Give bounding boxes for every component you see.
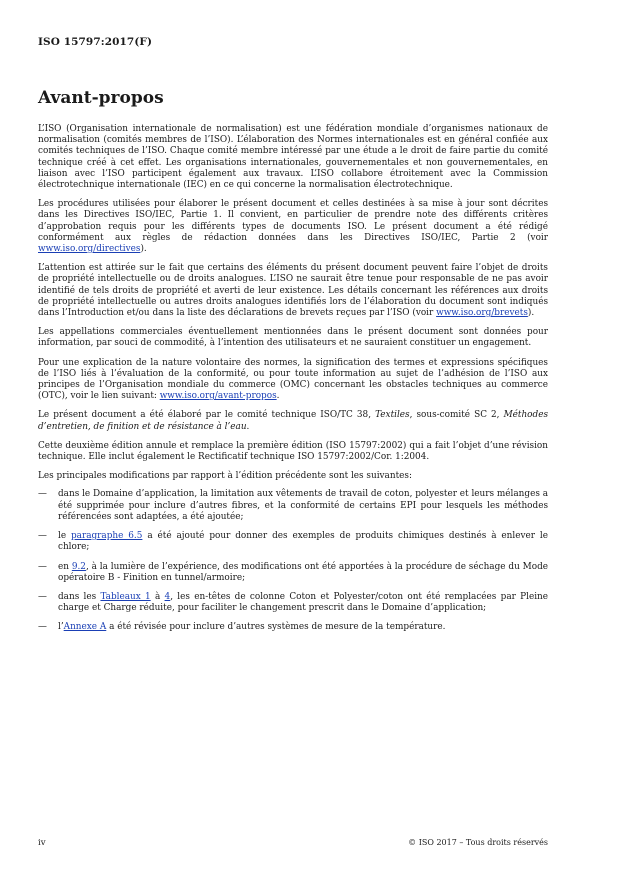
paragraph-patents bbox=[38, 263, 548, 319]
list-item-mid: à bbox=[150, 591, 165, 602]
paragraph-voluntary-text: Pour une explication de la nature volontaire des normes, la signification des termes et expressions spécifiques de l’ISO liés à l’évaluation de la conformité, ou pour toute information au sujet de l’adhésion de l’ISO aux principes de l’Organisation mondiale du commerce (OMC) concernant les obstacles techniques au commerce (OTC), voir le lien suivant: bbox=[38, 357, 548, 402]
copyright-notice: © ISO 2017 – Tous droits réservés bbox=[408, 838, 548, 847]
paragraph-iso-intro: L’ISO (Organisation internationale de normalisation) est une fédération mondiale d’organismes nationaux de normalisation (comités membres de l’ISO). L’élaboration des Normes internationales est en général confiée aux comités techniques de l’ISO. Chaque comité membre intéressé par une étude a le droit de faire partie du comité technique créé à cet effet. Les organisations internationales, gouvernementales et non gouvernementales, en liaison avec l’ISO participent également aux travaux. L’ISO collabore étroitement avec la Commission électrotechnique internationale (IEC) en ce qui concerne la normalisation électrotechnique. bbox=[38, 124, 548, 191]
paragraph-changes-intro: Les principales modifications par rapport à l’édition précédente sont les suivantes: bbox=[38, 471, 412, 482]
changes-list bbox=[38, 489, 548, 633]
paragraph-procedures-text: Les procédures utilisées pour élaborer le présent document et celles destinées à sa mise à jour sont décrites dans les Directives ISO/IEC, Partie 1. Il convient, en particulier de prendre note des différents critères d’approbation requis pour les différents types de documents ISO. Le présent document a été rédigé conformément aux règles de rédaction données dans les Directives ISO/IEC, Partie 2 (voir bbox=[38, 199, 548, 243]
paragraph-committee-end: . bbox=[246, 421, 250, 432]
list-item-pre: en bbox=[58, 561, 72, 572]
link-directives[interactable]: www.iso.org/directives bbox=[38, 244, 141, 255]
list-item bbox=[38, 531, 548, 553]
dash-bullet: — bbox=[38, 561, 47, 572]
list-item bbox=[38, 592, 548, 614]
list-item-pre: l’ bbox=[58, 622, 64, 633]
link-annexe-a[interactable]: Annexe A bbox=[63, 622, 107, 633]
paragraph-trade-names: Les appellations commerciales éventuellement mentionnées dans le présent document sont données pour information, par souci de commodité, à l’intention des utilisateurs et ne sauraient constituer un engagement. bbox=[38, 327, 548, 349]
paragraph-edition: Cette deuxième édition annule et remplace la première édition (ISO 15797:2002) qui a fait l’objet d’une révision technique. Elle inclut également le Rectificatif technique ISO 15797:2002/Cor. 1:2004. bbox=[38, 440, 548, 463]
list-item bbox=[38, 489, 548, 523]
list-item bbox=[38, 562, 548, 584]
document-code: ISO 15797:2017(F) bbox=[38, 36, 153, 48]
document-body bbox=[38, 124, 548, 642]
dash-bullet: — bbox=[38, 489, 47, 500]
link-9-2[interactable]: 9.2 bbox=[71, 561, 86, 572]
list-item-pre: dans les bbox=[58, 591, 101, 602]
list-item-post: a été révisée pour inclure d’autres systèmes de mesure de la température. bbox=[106, 622, 446, 633]
paragraph-committee-text2: , sous-comité SC 2, bbox=[409, 410, 504, 421]
paragraph-procedures bbox=[38, 199, 548, 255]
list-item bbox=[38, 622, 548, 633]
subcommittee-name: Méthodes d’entretien, de finition et de résistance à l’eau bbox=[38, 410, 549, 432]
link-tableau-4[interactable]: 4 bbox=[164, 591, 171, 602]
link-brevets[interactable]: www.iso.org/brevets bbox=[436, 308, 528, 319]
committee-name: Textiles bbox=[375, 410, 410, 421]
paragraph-committee bbox=[38, 410, 548, 432]
list-item-text: dans le Domaine d’application, la limitation aux vêtements de travail de coton, polyester et leurs mélanges a été supprimée pour inclure d’autres fibres, et la conformité de certains EPI pour lesquels les méthodes référencées sont adaptées, a été ajoutée; bbox=[58, 489, 548, 522]
list-item-pre: le bbox=[58, 531, 71, 542]
list-item-post: , les en-têtes de colonne Coton et Polyester/coton ont été remplacées par Pleine charge et Charge réduite, pour faciliter le changement prescrit dans le Domaine d’application; bbox=[58, 591, 548, 614]
dash-bullet: — bbox=[38, 531, 47, 542]
list-item-post: , à la lumière de l’expérience, des modifications ont été apportées à la procédure de séchage du Mode opératoire B - Finition en tunnel/armoire; bbox=[58, 561, 549, 583]
link-paragraphe-6-5[interactable]: paragraphe 6.5 bbox=[71, 531, 143, 542]
link-avant-propos[interactable]: www.iso.org/avant-propos bbox=[159, 391, 277, 402]
paragraph-committee-text1: Le présent document a été élaboré par le comité technique ISO/TC 38, bbox=[38, 410, 376, 421]
link-tableaux-1[interactable]: Tableaux 1 bbox=[100, 591, 151, 602]
paragraph-voluntary bbox=[38, 358, 548, 403]
page-number: iv bbox=[38, 838, 46, 848]
dash-bullet: — bbox=[38, 622, 47, 633]
dash-bullet: — bbox=[38, 591, 47, 602]
paragraph-voluntary-end: . bbox=[276, 391, 280, 402]
list-item-post: a été ajouté pour donner des exemples de produits chimiques destinés à enlever le chlore; bbox=[58, 531, 548, 553]
paragraph-procedures-end: ). bbox=[140, 244, 147, 255]
paragraph-patents-text: L’attention est attirée sur le fait que certains des éléments du présent document peuvent faire l’objet de droits de propriété intellectuelle ou de droits analogues. L’ISO ne saurait être tenue pour responsable de ne pas avoir identifié de tels droits de propriété et averti de leur existence. Les détails concernant les références aux droits de propriété intellectuelle ou autres droits analogues identifiés lors de l’élaboration du document sont indiqués dans l’Introduction et/ou dans la liste des déclarations de brevets reçues par l’ISO (voir bbox=[38, 263, 548, 319]
page-title: Avant-propos bbox=[38, 88, 164, 108]
paragraph-patents-end: ). bbox=[527, 308, 535, 319]
